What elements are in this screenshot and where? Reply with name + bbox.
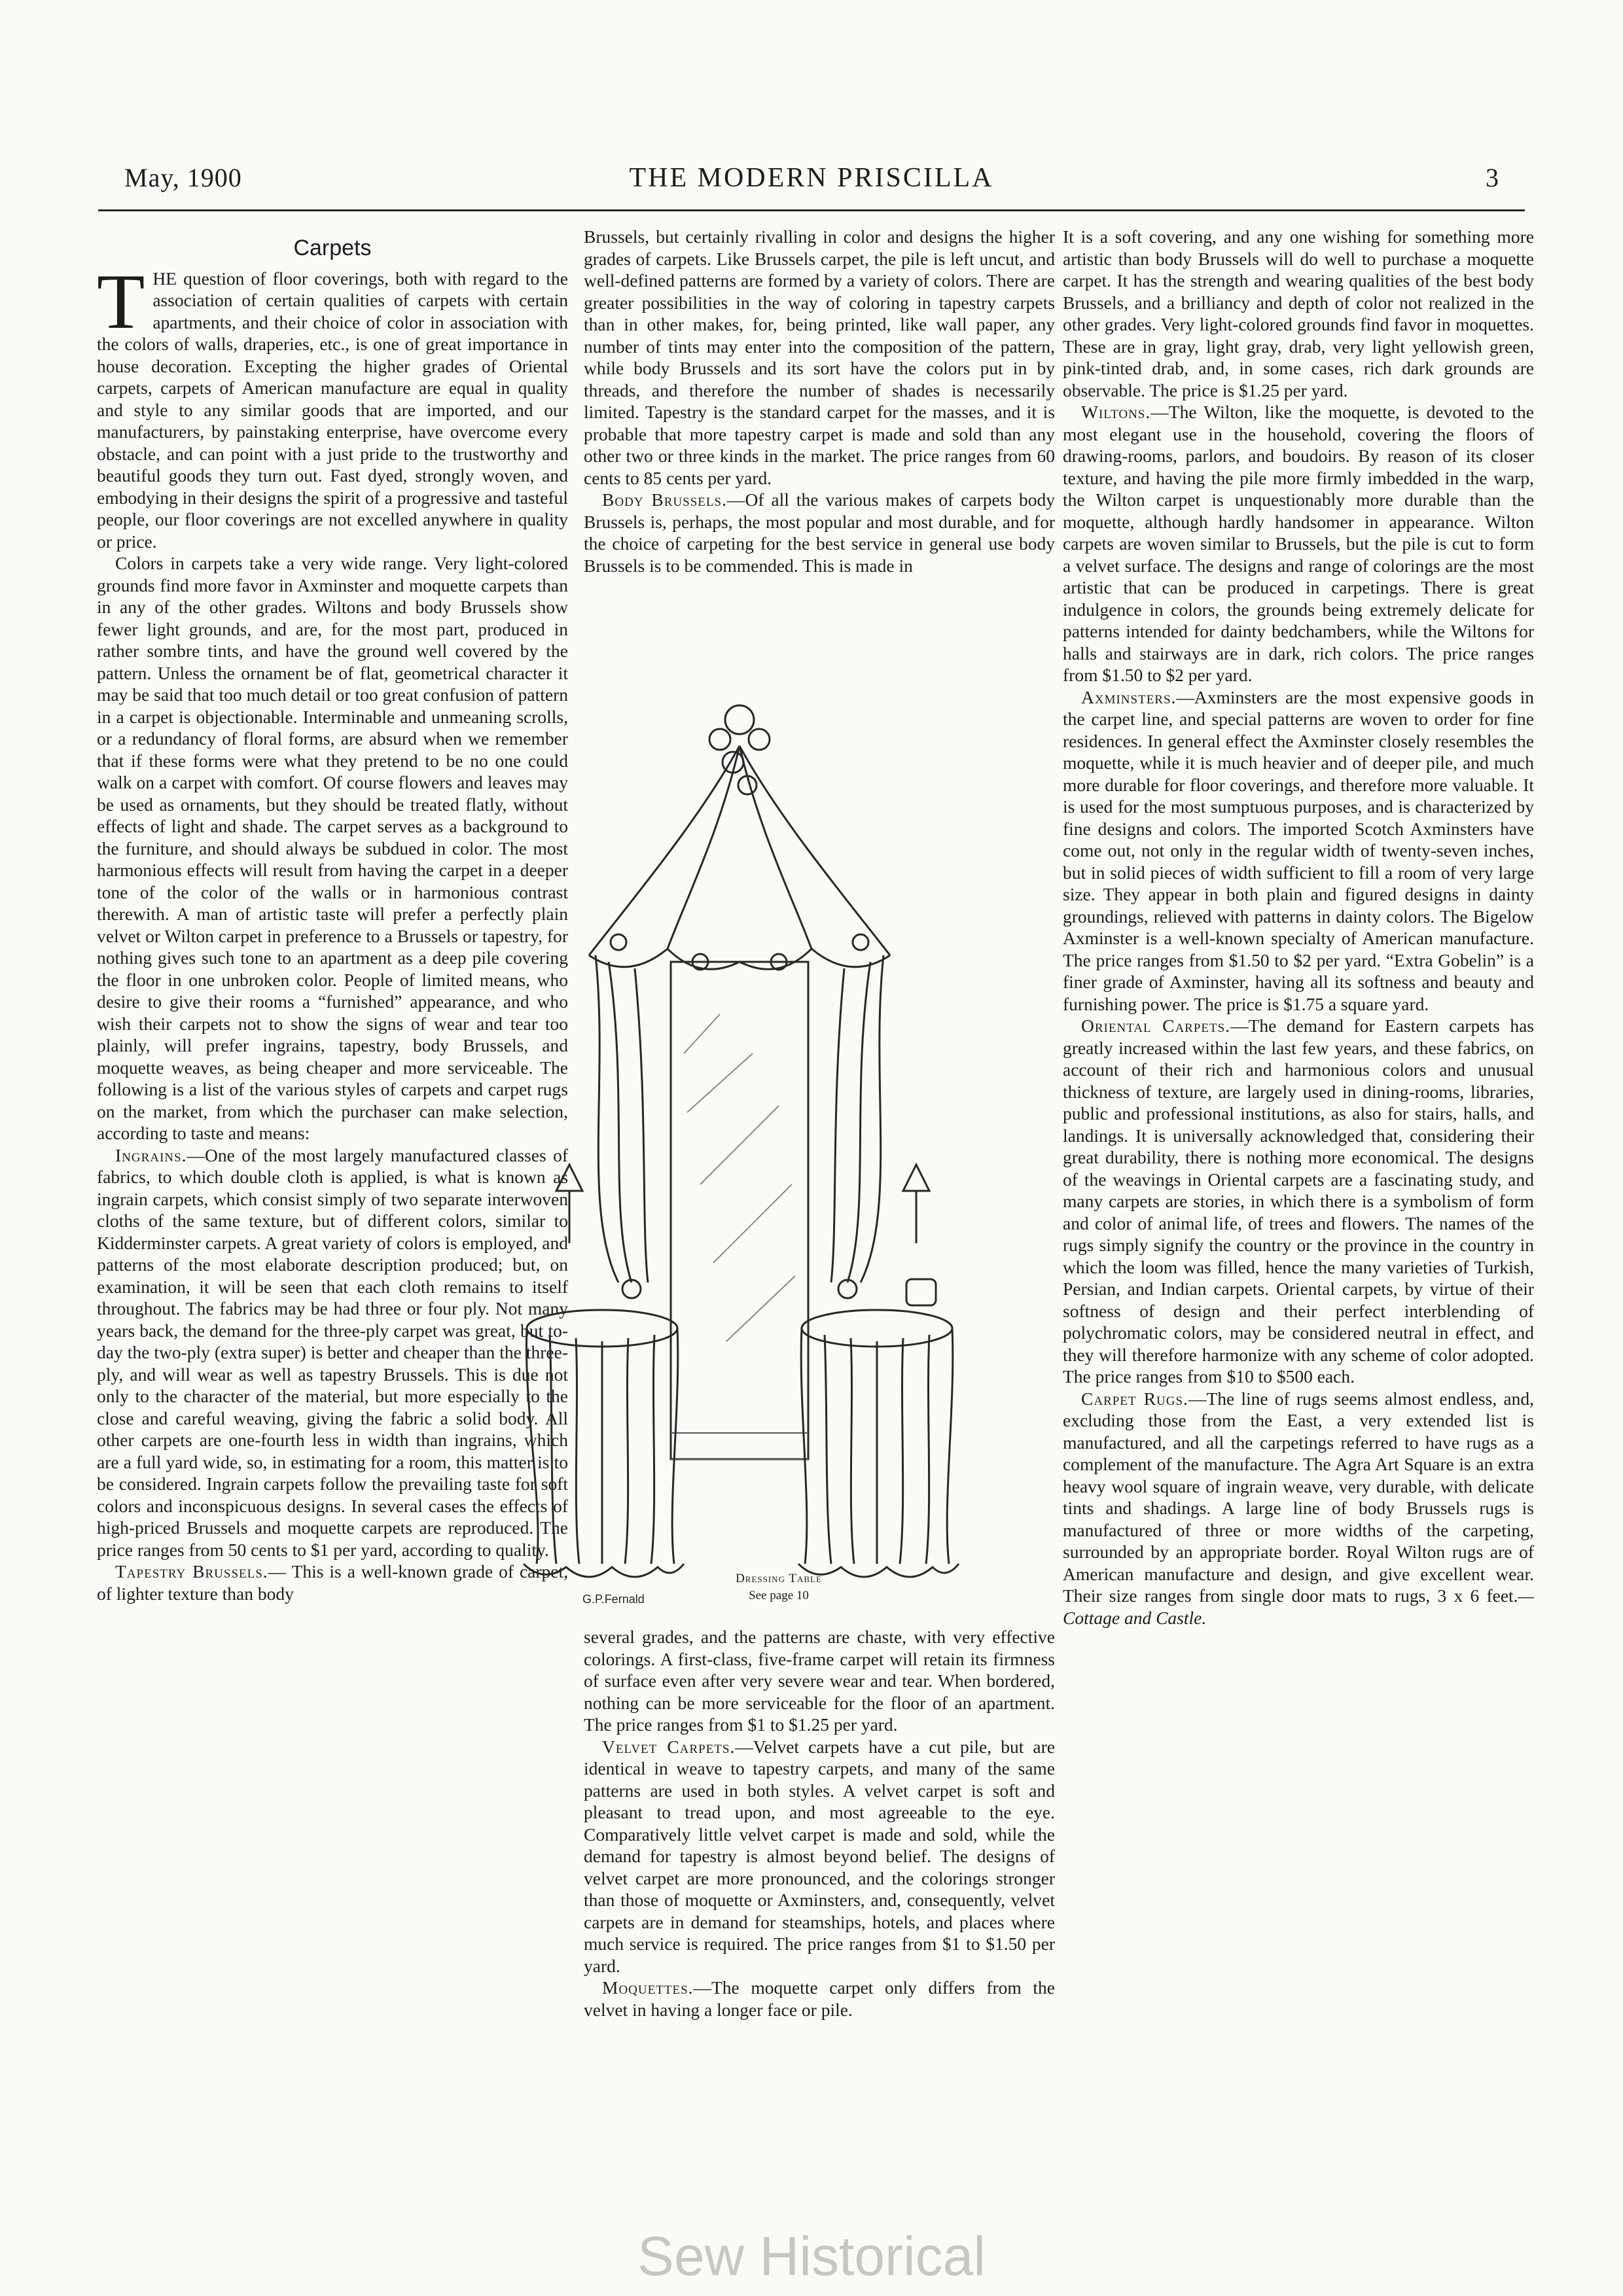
caption-reference: See page 10 <box>749 1589 809 1602</box>
source-credit: —Cottage and Castle. <box>1063 1585 1534 1628</box>
article-heading: Carpets <box>293 236 372 260</box>
article-column-3 <box>1063 226 1534 1629</box>
artist-signature: G.P.Fernald <box>582 1593 645 1606</box>
rugs-label: Carpet Rugs. <box>1081 1388 1188 1409</box>
tapestry-label: Tapestry Brussels. <box>115 1561 268 1581</box>
watermark-text: Sew Historical <box>637 2225 986 2287</box>
body-brussels-paragraph <box>584 489 1055 576</box>
ingrains-paragraph <box>97 1144 568 1561</box>
intro-paragraph <box>97 257 568 553</box>
axminsters-text: —Axminsters are the most expensive goods in the carpet line, and special patterns are woven to order for fine residences. In general effect the Axminster closely resembles the moquette, while it is much heavier and of deeper pile, and much more durable for floor coverings, and therefore more valuable. It is used for the most sumptuous purposes, and is characterized by fine designs and colors. The imported Scotch Axminsters have come out, not only in the regular width of twenty-seven inches, but in solid pieces of width sufficient to fill a room of very large size. They appear in both plain and figured designs in dainty groundings, relieved with patterns in dainty colors. The Bigelow Axminster is a well-known specialty of American manufacture. The price ranges from $1.50 to $2 per yard. “Extra Gobelin” is a finer grade of Axminster, having all its softness and beauty and furnishing power. The price is $1.75 a square yard. <box>1063 686 1534 1014</box>
body-brussels-continued: several grades, and the patterns are chaste, with very effective colorings. A first-class, five-frame carpet will retain its firmness of surface even after very severe wear and tear. When bordered, nothing can be more serviceable for the floor of an apartment. The price ranges from $1 to $1.25 per yard. <box>584 1627 1055 1735</box>
article-column-1 <box>97 226 568 1604</box>
rugs-paragraph <box>1063 1388 1534 1629</box>
ingrains-text: —One of the most largely manufactured classes of fabrics, to which double cloth is applied, is what is known as ingrain carpets, which consist simply of two separate interwoven cloths of the same texture, but of different colors, similar to Kidderminster carpets. A great variety of colors is employed, and patterns of the most elaborate description produced; but, on examination, it will be seen that each cloth remains to itself throughout. The fabrics may be had three or four ply. Not many years back, the demand for the three-ply carpet was great, but to-day the two-ply (extra super) is better and cheaper than the three-ply, and will wear as well as tapestry Brussels. This is due not only to the character of the material, but more especially to the close and careful weaving, giving the fabric a solid body. All other carpets are one-fourth less in width than ingrains, which are a full yard wide, so, in estimating for a room, this matter is to be considered. Ingrain carpets follow the prevailing taste for soft colors and inconspicuous designs. In several cases the effects of high-priced Brussels and moquette carpets are reproduced. The price ranges from 50 cents to $1 per yard, according to quality. <box>97 1144 568 1560</box>
oriental-label: Oriental Carpets. <box>1081 1016 1231 1036</box>
ingrains-label: Ingrains. <box>115 1144 187 1165</box>
body-brussels-label: Body Brussels. <box>602 489 727 510</box>
velvet-label: Velvet Carpets. <box>602 1736 736 1757</box>
axminsters-label: Axminsters. <box>1081 686 1177 707</box>
page-header <box>124 162 1499 202</box>
body-brussels-text: —Of all the various makes of carpets body Brussels is, perhaps, the most popular and most durable, and for the choice of carpeting for the best service in general use body Brussels is to be commended. This is made in <box>584 489 1055 576</box>
oriental-text: —The demand for Eastern carpets has greatly increased within the last few years, and these fabrics, on account of their rich and harmonious colors and unusual thickness of texture, are largely used in dining-rooms, libraries, public and professional institutions, as also for stairs, halls, and landings. It is universally acknowledged that, considering their great durability, there is nothing more economical. The designs of the weavings in Oriental carpets are a fascinating study, and many carpets are stories, in which there is a symbolism of form and color of animal life, of trees and flowers. The names of the rugs simply signify the country or the province in the country in which the loom was filled, hence the many varieties of Turkish, Persian, and Indian carpets. Oriental carpets, by virtue of their softness of design and their perfect interblending of polychromatic colors, may be considered neutral in effect, and they will therefore harmonize with any scheme of color adopted. The price ranges from $10 to $500 each. <box>1063 1016 1534 1386</box>
wiltons-text: —The Wilton, like the moquette, is devoted to the most elegant use in the household, covering the floors of drawing-rooms, parlors, and boudoirs. By reason of its closer texture, and having the pile more firmly imbedded in the warp, the Wilton carpet is unquestionably more durable than the moquette, although hardly handsomer in appearance. Wilton carpets are woven similar to Brussels, but the pile is cut to form a velvet surface. The designs and range of colorings are the most artistic that can be produced in carpetings. There is great indulgence in colors, the grounds being extremely delicate for patterns intended for dainty bedchambers, while the Wiltons for halls and stairways are in dark, rich colors. The price ranges from $1.50 to $2 per yard. <box>1063 402 1534 685</box>
article-column-2 <box>584 226 1055 576</box>
axminsters-paragraph <box>1063 686 1534 1016</box>
dressing-table-illustration <box>504 687 975 1616</box>
colors-paragraph: Colors in carpets take a very wide range. Very light-colored grounds find more favor in Axminster and moquette carpets than in any of the other grades. Wiltons and body Brussels show fewer light grounds, and are, for the most part, produced in rather sombre tints, and have the ground well covered by the pattern. Unless the ornament be of flat, geometrical character it may be said that too much detail or too great confusion of pattern in a carpet is objectionable. Interminable and unmeaning scrolls, or a redundancy of floral forms, are absurd when we remember that if these forms were what they pretend to be no one could walk on a carpet with comfort. Of course flowers and leaves may be used as ornaments, but they should be treated flatly, without effects of light and shade. The carpet serves as a background to the furniture, and should always be subdued in color. The most harmonious effects will result from having the carpet in a deeper tone of the color of the walls or in harmonious contrast therewith. A man of artistic taste will prefer a perfectly plain velvet or Wilton carpet in preference to a Brussels or tapestry, for nothing gives such tone to an apartment as a deep pile covering the floor in one unbroken color. People of limited means, who desire to give their rooms a “furnished” appearance, and who wish their carpets not to show the signs of wear and tear too plainly, will prefer ingrains, tapestry, body Brussels, and moquette weaves, as being cheaper and more serviceable. The following is a list of the various styles of carpets and carpet rugs on the market, from which the purchaser can make selection, according to taste and means: <box>97 553 568 1143</box>
velvet-text: —Velvet carpets have a cut pile, but are identical in weave to tapestry carpets, and many of the same patterns are used in both styles. A velvet carpet is soft and pleasant to tread upon, and most agreeable to the eye. Comparatively little velvet carpet is made and sold, while the demand for tapestry is almost beyond belief. The designs of velvet carpet are more pronounced, and the colorings stronger than those of moquette or Axminsters, and, consequently, velvet carpets are in demand for steamships, hotels, and places where much service is required. The price ranges from $1 to $1.50 per yard. <box>584 1736 1055 1976</box>
dressing-table-drawing <box>504 687 975 1616</box>
wiltons-paragraph <box>1063 401 1534 686</box>
moquettes-label: Moquettes. <box>602 1977 694 1998</box>
tapestry-continued: Brussels, but certainly rivalling in color and designs the higher grades of carpets. Like Brussels carpet, the pile is left uncut, and well-defined patterns are formed by a variety of colors. There are greater possibilities in the way of coloring in tapestry carpets than in other makes, for, being printed, like wall paper, any number of tints may enter into the composition of the pattern, while body Brussels and its sort have the colors put in by threads, and therefore the number of shades is necessarily limited. Tapestry is the standard carpet for the masses, and it is probable that more tapestry carpet is made and sold than any other two or three kinds in the market. The price ranges from 60 cents to 85 cents per yard. <box>584 226 1055 488</box>
rugs-text: —The line of rugs seems almost endless, and, excluding those from the East, a very extended list is manufactured, and all the carpetings referred to have rugs as a complement of the manufacture. The Agra Art Square is an extra heavy wool square of ingrain weave, very durable, with delicate tints and shadings. A large line of body Brussels rugs is manufactured of three or more widths of the carpeting, surrounded by an appropriate border. Royal Wilton rugs are of American manufacture and design, and give excellent wear. Their size ranges from single door mats to rugs, 3 x 6 feet. <box>1063 1388 1534 1606</box>
moquettes-text: —The moquette carpet only differs from the velvet in having a longer face or pile. <box>584 1977 1055 2020</box>
magazine-title: THE MODERN PRISCILLA <box>629 163 994 193</box>
issue-date: May, 1900 <box>124 163 242 192</box>
intro-text: HE question of floor coverings, both with regard to the association of certain qualities of carpets with certain apartments, and their choice of color in association with the colors of walls, draperies, etc., is one of great importance in house decoration. Excepting the higher grades of Oriental carpets, carpets of American manufacture are equal in quality and style to any similar goods that are imported, and our manufacturers, by painstaking enterprise, have overcome every obstacle, and can point with a just pride to the trustworthy and beautiful goods they turn out. Fast dyed, strongly woven, and embodying in their designs the spirit of a progressive and tasteful people, our floor coverings are not excelled anywhere in quality or price. <box>97 268 568 552</box>
drop-cap: T <box>97 257 145 345</box>
article-column-2-lower <box>584 1626 1055 2021</box>
oriental-paragraph <box>1063 1015 1534 1388</box>
wiltons-label: Wiltons. <box>1081 402 1151 422</box>
header-rule <box>98 209 1525 211</box>
velvet-paragraph <box>584 1736 1055 1977</box>
tapestry-paragraph <box>97 1561 568 1604</box>
moquettes-continued: It is a soft covering, and any one wishing for something more artistic than body Brussels will do well to purchase a moquette carpet. It has the strength and wearing qualities of the best body Brussels, and a brilliancy and depth of color not realized in the other grades. Very light-colored grounds find favor in moquettes. These are in gray, light gray, drab, very light yellowish green, pink-tinted drab, and, in some cases, rich dark grounds are observable. The price is $1.25 per yard. <box>1063 226 1534 400</box>
page-number: 3 <box>1486 163 1499 192</box>
moquettes-paragraph <box>584 1977 1055 2021</box>
tapestry-text: — This is a well-known grade of carpet, of lighter texture than body <box>97 1561 568 1604</box>
figure-caption <box>582 1570 975 1604</box>
caption-title: Dressing Table <box>736 1572 822 1585</box>
